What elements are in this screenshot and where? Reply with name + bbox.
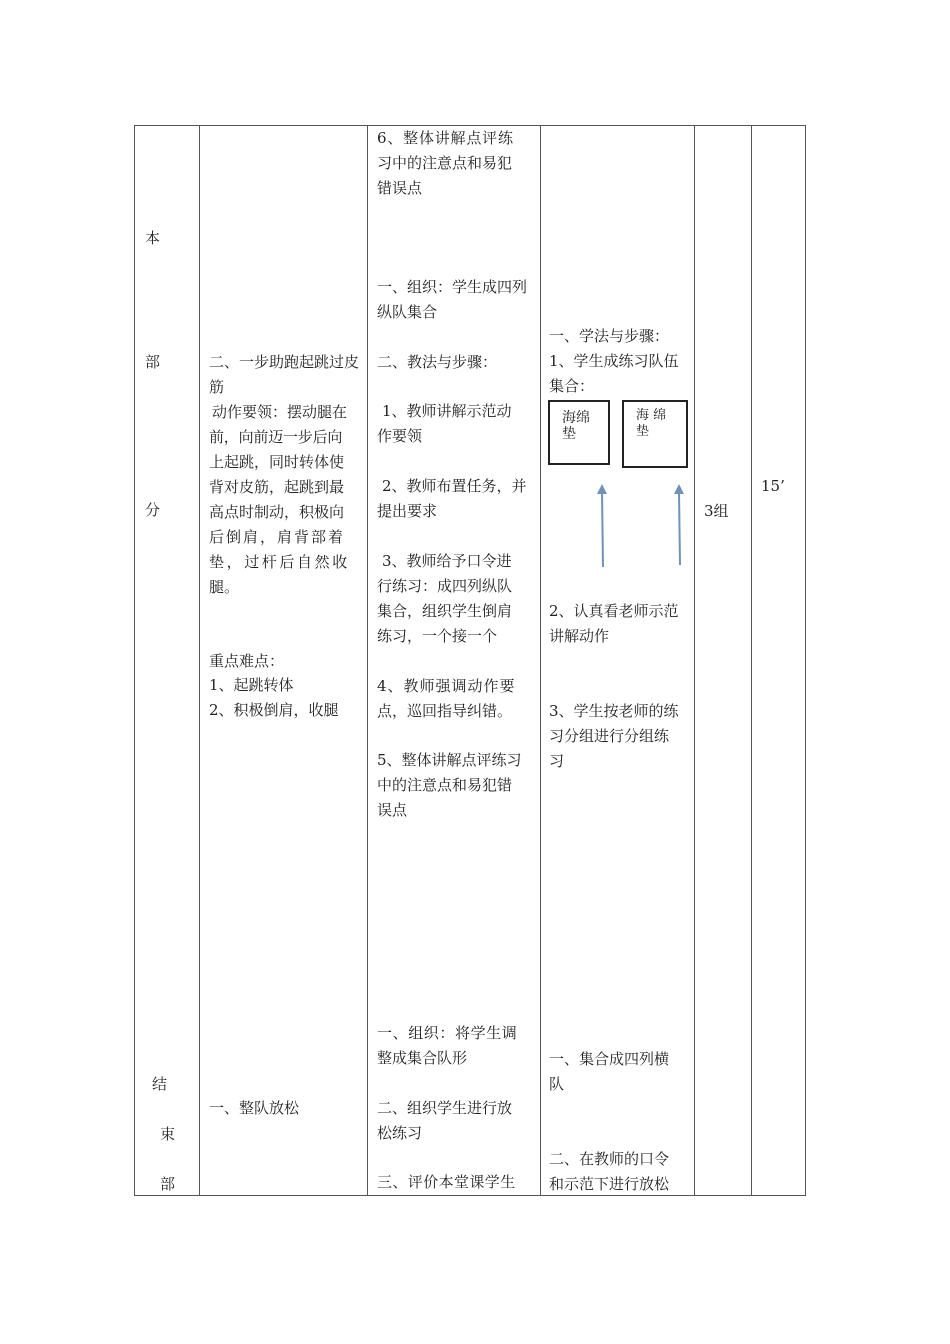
content-item-title: 二、一步助跑起跳过皮筋 [209, 353, 360, 396]
action-line: 动作要领：摆动腿在 [212, 403, 348, 421]
action-line: 上起跳，同时转体使 [209, 453, 345, 471]
teacher-line: 5、整体讲解点评练习 [377, 751, 522, 769]
teacher-line: 习中的注意点和易犯 [377, 154, 513, 172]
teacher-line: 三、评价本堂课学生 [377, 1173, 516, 1191]
teacher-line: 误点 [377, 801, 408, 819]
movement-arrows [590, 480, 690, 570]
student-line: 一、集合成四列横 [549, 1050, 670, 1068]
teacher-line: 二、组织学生进行放 [377, 1099, 513, 1117]
teacher-line: 一、组织：将学生调 [377, 1024, 518, 1042]
arrow-up [679, 492, 680, 565]
action-line: 垫，过杆后自然收 [209, 553, 350, 571]
student-line: 习 [549, 752, 565, 770]
teacher-line: 4、教师强调动作要 [377, 677, 516, 695]
teacher-line: 1、教师讲解示范动 [382, 402, 512, 420]
action-line: 后倒肩，肩背部着 [209, 528, 346, 546]
teacher-line: 行练习：成四列纵队 [377, 577, 513, 595]
teacher-line: 练习，一个接一个 [377, 627, 498, 645]
table-bottom-border [134, 1195, 806, 1196]
col-border [540, 125, 541, 1196]
section-label-char: 结 [152, 1075, 168, 1093]
student-line: 1、学生成练习队伍 [549, 352, 679, 370]
teacher-line: 6、整体讲解点评练 [377, 129, 514, 147]
sponge-mat-label: 海绵垫 [562, 410, 590, 442]
key-point: 1、起跳转体 [209, 676, 294, 694]
teacher-line: 3、教师给予口令进 [382, 552, 512, 570]
action-line: 高点时制动，积极向 [209, 503, 345, 521]
arrow-up [602, 492, 603, 567]
teacher-line: 作要领 [377, 427, 423, 445]
teacher-line: 提出要求 [377, 502, 438, 520]
student-line: 集合： [549, 377, 595, 395]
teacher-line: 2、教师布置任务，并 [382, 477, 527, 495]
student-line: 3、学生按老师的练 [549, 702, 679, 720]
sponge-mat-box [548, 400, 610, 465]
student-line: 二、在教师的口令 [549, 1150, 670, 1168]
arrow-up-head [674, 484, 684, 494]
section-label-char: 束 [160, 1125, 176, 1143]
end-content-item: 一、整队放松 [209, 1099, 300, 1117]
col-border [805, 125, 806, 1196]
key-points-title: 重点难点： [209, 652, 285, 670]
sponge-mat-box [622, 400, 688, 468]
student-line: 习分组进行分组练 [549, 727, 670, 745]
teacher-line: 集合，组织学生倒肩 [377, 602, 513, 620]
col-border [367, 125, 368, 1196]
action-line: 腿。 [209, 578, 240, 596]
group-count: 3组 [704, 502, 729, 520]
student-line: 讲解动作 [549, 627, 610, 645]
teacher-line: 整成集合队形 [377, 1049, 468, 1067]
teacher-method-title: 二、教法与步骤： [377, 353, 498, 371]
col-border [134, 125, 135, 1196]
student-line: 队 [549, 1075, 565, 1093]
teacher-line: 点，巡回指导纠错。 [377, 702, 513, 720]
sponge-mat-label: 海 绵垫 [636, 408, 667, 439]
action-line: 背对皮筋，起跳到最 [209, 478, 345, 496]
section-label-char: 部 [145, 353, 161, 371]
teacher-line: 松练习 [377, 1124, 423, 1142]
key-point: 2、积极倒肩，收腿 [209, 701, 339, 719]
arrow-up-head [597, 484, 607, 494]
col-border [199, 125, 200, 1196]
student-method-title: 一、学法与步骤： [549, 327, 670, 345]
duration: 15’ [761, 477, 785, 495]
teacher-line: 纵队集合 [377, 303, 438, 321]
col-border [751, 125, 752, 1196]
section-label-char: 部 [160, 1175, 176, 1193]
action-essentials [209, 400, 365, 600]
student-line: 和示范下进行放松 [549, 1175, 670, 1193]
teacher-line: 中的注意点和易犯错 [377, 776, 513, 794]
col-border [694, 125, 695, 1196]
action-line: 前，向前迈一步后向 [209, 428, 343, 446]
teacher-line: 一、组织：学生成四列 [377, 278, 528, 296]
section-label-char: 本 [145, 229, 161, 247]
section-label-char: 分 [145, 501, 161, 519]
teacher-line: 错误点 [377, 179, 423, 197]
student-line: 2、认真看老师示范 [549, 602, 679, 620]
